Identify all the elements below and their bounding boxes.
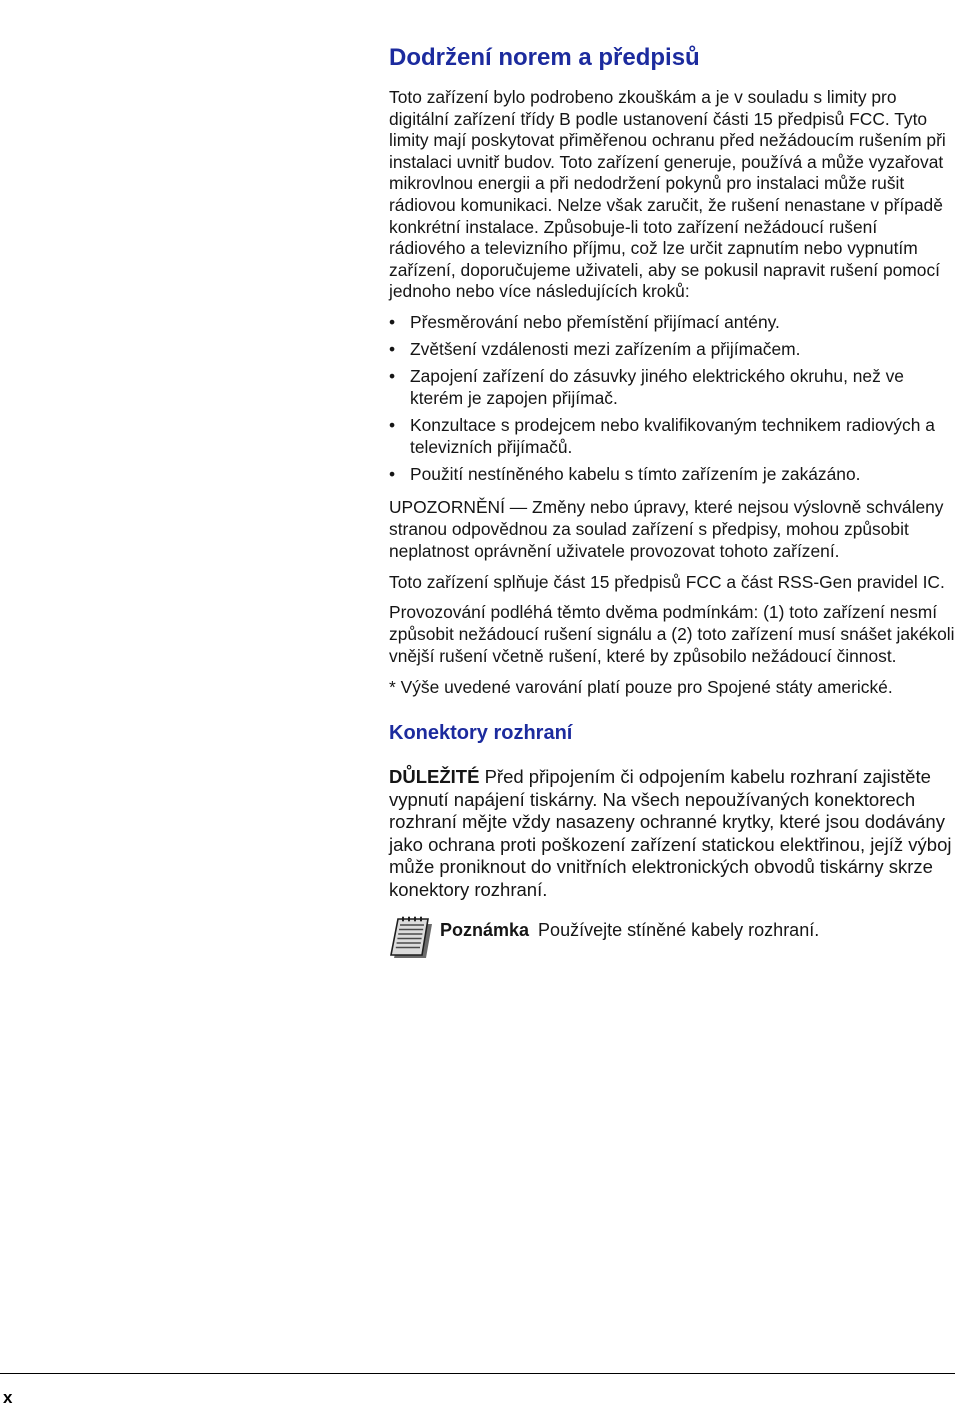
bullet-marker: • bbox=[389, 366, 396, 386]
intro-line: zařízení, doporučujeme uživateli, aby se pokusil napravit rušení pomocí bbox=[389, 259, 940, 280]
list-item-text: Přesměrování nebo přemístění přijímací antény. bbox=[410, 312, 780, 332]
important-line: vypnutí napájení tiskárny. Na všech nepoužívaných konektorech bbox=[389, 788, 916, 810]
intro-line: limity mají poskytovat přiměřenou ochranu před nežádoucím rušením při bbox=[389, 130, 946, 151]
bullet-marker: • bbox=[389, 339, 396, 359]
conditions-line: způsobit nežádoucí rušení signálu a (2) toto zařízení musí snášet jakékoli bbox=[389, 624, 955, 644]
conditions-line: vnější rušení včetně rušení, které by způsobilo nežádoucí činnost. bbox=[389, 646, 897, 666]
list-item bbox=[389, 338, 935, 360]
list-item-text: Konzultace s prodejcem nebo kvalifikovaným technikem radiových a bbox=[410, 415, 935, 435]
list-item-text: televizních přijímačů. bbox=[410, 437, 573, 457]
compliance-statement bbox=[389, 571, 945, 593]
note bbox=[440, 919, 819, 941]
caution-paragraph bbox=[389, 496, 944, 562]
important-line bbox=[389, 766, 952, 789]
important-paragraph bbox=[389, 766, 952, 902]
intro-paragraph bbox=[389, 87, 946, 303]
important-line: jako ochrana proti poškození zařízení statickou elektřinou, jejíž výboj bbox=[389, 833, 952, 855]
footnote-line: * Výše uvedené varování platí pouze pro Spojené státy americké. bbox=[389, 677, 893, 697]
important-line: může proniknout do vnitřních elektronických obvodů tiskárny skrze bbox=[389, 856, 933, 878]
bullet-marker: • bbox=[389, 464, 396, 484]
list-item-text: Použití nestíněného kabelu s tímto zařízením je zakázáno. bbox=[410, 464, 861, 484]
bullet-marker: • bbox=[389, 312, 396, 332]
list-item bbox=[389, 414, 935, 458]
list-item-text: Zapojení zařízení do zásuvky jiného elektrického okruhu, než ve bbox=[410, 366, 904, 386]
us-only-footnote bbox=[389, 676, 893, 698]
caution-line bbox=[389, 496, 944, 518]
intro-line: jednoho nebo více následujících kroků: bbox=[389, 281, 690, 302]
note-label: Poznámka bbox=[440, 920, 530, 940]
page-number: x bbox=[3, 1388, 13, 1407]
important-label: DŮLEŽITÉ bbox=[389, 766, 480, 787]
important-line: rozhraní mějte vždy nasazeny ochranné krytky, které jsou dodávány bbox=[389, 811, 945, 833]
caution-line: neplatnost oprávnění uživatele provozovat tohoto zařízení. bbox=[389, 541, 840, 561]
list-item-text: Zvětšení vzdálenosti mezi zařízením a přijímačem. bbox=[410, 339, 801, 359]
operating-conditions-paragraph bbox=[389, 601, 955, 667]
intro-line: instalaci uvnitř budov. Toto zařízení generuje, používá a může vyzařovat bbox=[389, 151, 944, 172]
notepad-icon bbox=[389, 915, 433, 959]
caution-dash: — bbox=[509, 497, 528, 517]
compliance-line: Toto zařízení splňuje část 15 předpisů FCC a část RSS-Gen pravidel IC. bbox=[389, 572, 945, 592]
bullet-marker: • bbox=[389, 415, 396, 435]
section-title-compliance: Dodržení norem a předpisů bbox=[389, 44, 700, 71]
intro-line: mikrovlnou energii a při nedodržení pokynů pro instalaci může rušit bbox=[389, 173, 905, 194]
list-item-text: kterém je zapojen přijímač. bbox=[410, 388, 618, 408]
intro-line: Toto zařízení bylo podrobeno zkouškám a je v souladu s limity pro bbox=[389, 87, 897, 107]
footer-divider bbox=[0, 1373, 955, 1374]
intro-line: rádiovou komunikaci. Nelze však zaručit, že rušení nenastane v případě bbox=[389, 194, 943, 215]
caution-line: stranou odpovědnou za soulad zařízení s předpisy, mohou způsobit bbox=[389, 519, 909, 539]
conditions-line: Provozování podléhá těmto dvěma podmínkám: (1) toto zařízení nesmí bbox=[389, 602, 938, 622]
note-text: Používejte stíněné kabely rozhraní. bbox=[538, 920, 820, 940]
notepad-icon-graphic bbox=[389, 915, 433, 959]
intro-line: digitální zařízení třídy B podle ustanovení části 15 předpisů FCC. Tyto bbox=[389, 108, 928, 129]
remedy-steps-list bbox=[389, 311, 935, 490]
important-line: konektory rozhraní. bbox=[389, 878, 548, 900]
caution-text: Změny nebo úpravy, které nejsou výslovně schváleny bbox=[532, 497, 944, 517]
important-text: Před připojením či odpojením kabelu rozhraní zajistěte bbox=[484, 766, 931, 787]
caution-label: UPOZORNĚNÍ bbox=[389, 497, 505, 517]
intro-line: konkrétní instalace. Způsobuje-li toto zařízení nežádoucí rušení bbox=[389, 216, 878, 237]
list-item bbox=[389, 463, 935, 485]
section-title-interface-connectors: Konektory rozhraní bbox=[389, 722, 573, 744]
list-item bbox=[389, 365, 935, 409]
intro-line: rádiového a televizního příjmu, což lze určit zapnutím nebo vypnutím bbox=[389, 238, 918, 259]
list-item bbox=[389, 311, 935, 333]
